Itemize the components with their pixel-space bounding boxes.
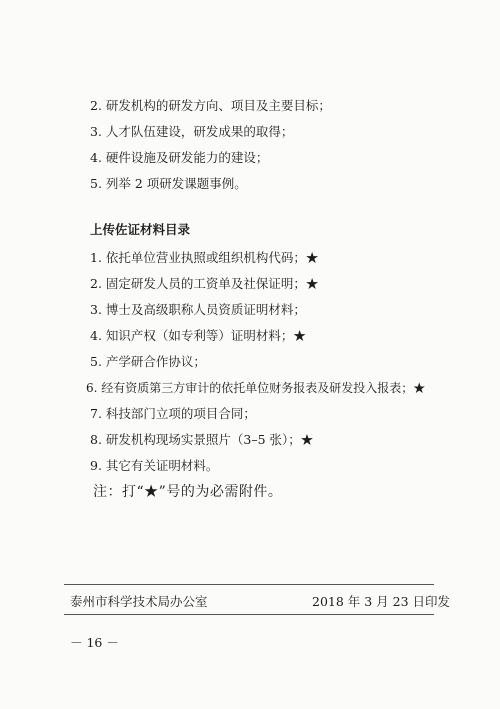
material-item-2: 2. 固定研发人员的工资单及社保证明；★ [90,276,319,291]
section-item-4: 4. 硬件设施及研发能力的建设； [90,150,269,165]
material-item-7: 7. 科技部门立项的项目合同； [90,406,256,421]
material-item-9: 9. 其它有关证明材料。 [90,458,219,473]
material-item-3: 3. 博士及高级职称人员资质证明材料； [90,302,306,317]
material-item-5: 5. 产学研合作协议； [90,354,206,369]
section-item-2: 2. 研发机构的研发方向、项目及主要目标； [90,98,331,113]
materials-heading: 上传佐证材料目录 [90,222,191,237]
print-date: 2018 年 3 月 23 日印发 [312,594,451,609]
issuing-office: 泰州市科学技术局办公室 [70,594,208,609]
material-item-4: 4. 知识产权（如专利等）证明材料；★ [90,328,306,343]
material-item-1: 1. 依托单位营业执照或组织机构代码；★ [90,250,319,265]
material-item-8: 8. 研发机构现场实景照片（3–5 张）；★ [90,432,314,447]
page-number: － 16 － [70,635,119,650]
required-attachment-note: 注：打“★”号的为必需附件。 [93,484,283,500]
section-item-5: 5. 列举 2 项研发课题事例。 [90,176,247,191]
footer-bottom-rule [64,614,434,615]
footer-top-rule [64,584,434,585]
material-item-6: 6. 经有资质第三方审计的依托单位财务报表及研发投入报表；★ [86,381,426,395]
section-item-3: 3. 人才队伍建设，研发成果的取得； [90,124,294,139]
